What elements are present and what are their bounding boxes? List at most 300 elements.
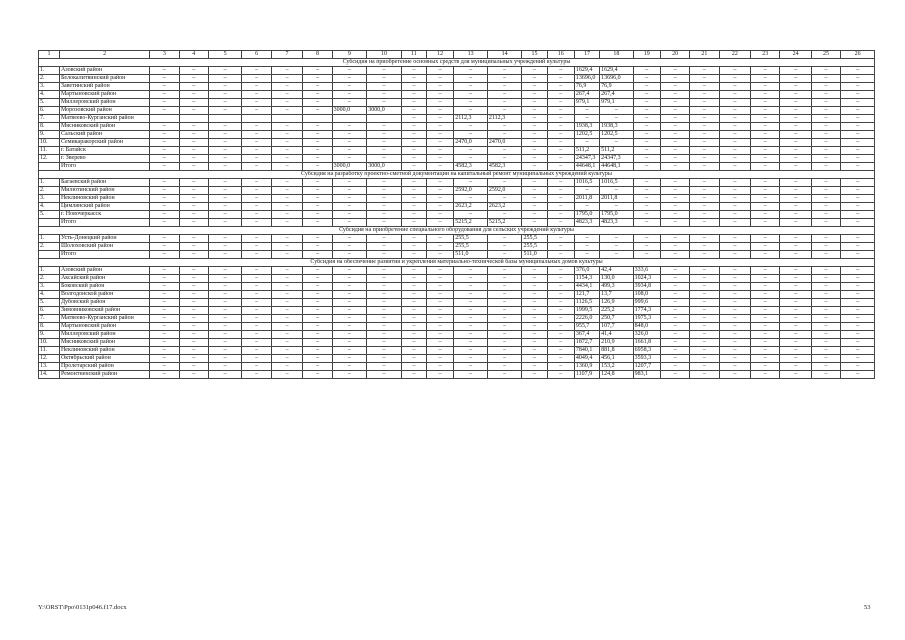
value-cell: 7840,1: [574, 347, 599, 355]
empty-cell: –: [150, 219, 179, 227]
section-title: Субсидия на обеспечение развития и укрепления материально-технической базы муниципальных домов культуры: [39, 259, 875, 267]
empty-cell: –: [547, 187, 574, 195]
empty-cell: –: [522, 307, 547, 315]
empty-cell: –: [332, 299, 367, 307]
empty-cell: –: [303, 179, 332, 187]
district-name: Боковский район: [59, 283, 149, 291]
empty-cell: –: [690, 99, 719, 107]
value-cell: 1202,5: [574, 131, 599, 139]
empty-cell: –: [811, 187, 840, 195]
empty-cell: –: [633, 155, 660, 163]
value-cell: 983,1: [633, 371, 660, 379]
row-number: 4.: [39, 291, 60, 299]
empty-cell: –: [208, 323, 242, 331]
empty-cell: –: [208, 251, 242, 259]
empty-cell: –: [242, 195, 271, 203]
column-number-cell: 4: [179, 51, 208, 59]
empty-cell: –: [454, 123, 488, 131]
empty-cell: –: [367, 243, 402, 251]
empty-cell: –: [522, 83, 547, 91]
empty-cell: –: [841, 363, 875, 371]
value-cell: 1016,5: [600, 179, 634, 187]
empty-cell: –: [841, 203, 875, 211]
empty-cell: –: [208, 107, 242, 115]
district-name: г. Новочеркасск: [59, 211, 149, 219]
empty-cell: –: [690, 83, 719, 91]
empty-cell: –: [427, 355, 454, 363]
row-number: 7.: [39, 115, 60, 123]
empty-cell: –: [454, 275, 488, 283]
table-row: [39, 67, 875, 75]
empty-cell: –: [303, 67, 332, 75]
empty-cell: –: [454, 371, 488, 379]
empty-cell: –: [303, 339, 332, 347]
empty-cell: –: [427, 155, 454, 163]
empty-cell: –: [427, 139, 454, 147]
empty-cell: –: [522, 203, 547, 211]
empty-cell: –: [454, 147, 488, 155]
empty-cell: –: [427, 67, 454, 75]
empty-cell: –: [179, 235, 208, 243]
empty-cell: –: [427, 291, 454, 299]
row-number: 9.: [39, 131, 60, 139]
empty-cell: –: [332, 203, 367, 211]
empty-cell: –: [150, 91, 179, 99]
empty-cell: –: [780, 355, 811, 363]
column-number-cell: 12: [427, 51, 454, 59]
empty-cell: –: [242, 339, 271, 347]
empty-cell: –: [690, 91, 719, 99]
empty-cell: –: [208, 75, 242, 83]
empty-cell: –: [427, 163, 454, 171]
empty-cell: –: [841, 195, 875, 203]
table-row: [39, 275, 875, 283]
column-number-cell: 19: [633, 51, 660, 59]
empty-cell: –: [487, 67, 522, 75]
empty-cell: –: [633, 179, 660, 187]
empty-cell: –: [401, 219, 426, 227]
table-row: [39, 155, 875, 163]
row-number: [39, 163, 60, 171]
column-number-cell: 11: [401, 51, 426, 59]
empty-cell: –: [401, 315, 426, 323]
empty-cell: –: [780, 67, 811, 75]
empty-cell: –: [179, 371, 208, 379]
empty-cell: –: [751, 299, 780, 307]
empty-cell: –: [179, 83, 208, 91]
empty-cell: –: [271, 251, 302, 259]
empty-cell: –: [780, 267, 811, 275]
empty-cell: –: [633, 243, 660, 251]
empty-cell: –: [600, 139, 634, 147]
empty-cell: –: [150, 67, 179, 75]
empty-cell: –: [367, 83, 402, 91]
empty-cell: –: [271, 195, 302, 203]
empty-cell: –: [522, 339, 547, 347]
empty-cell: –: [208, 195, 242, 203]
empty-cell: –: [751, 107, 780, 115]
row-number: 10.: [39, 339, 60, 347]
empty-cell: –: [401, 195, 426, 203]
row-number: 8.: [39, 123, 60, 131]
empty-cell: –: [547, 67, 574, 75]
empty-cell: –: [719, 211, 750, 219]
district-name: Мясниковский район: [59, 123, 149, 131]
empty-cell: –: [522, 123, 547, 131]
empty-cell: [150, 115, 179, 123]
empty-cell: –: [271, 147, 302, 155]
empty-cell: –: [242, 347, 271, 355]
value-cell: 4049,4: [574, 355, 599, 363]
value-cell: 6958,3: [633, 347, 660, 355]
empty-cell: –: [454, 363, 488, 371]
empty-cell: –: [150, 187, 179, 195]
empty-cell: –: [401, 147, 426, 155]
empty-cell: –: [454, 355, 488, 363]
empty-cell: –: [401, 107, 426, 115]
empty-cell: –: [841, 163, 875, 171]
empty-cell: –: [719, 355, 750, 363]
empty-cell: –: [367, 211, 402, 219]
empty-cell: –: [841, 267, 875, 275]
empty-cell: –: [522, 115, 547, 123]
empty-cell: –: [522, 371, 547, 379]
empty-cell: –: [841, 99, 875, 107]
table-row: [39, 299, 875, 307]
value-cell: 4582,3: [487, 163, 522, 171]
value-cell: 2112,3: [454, 115, 488, 123]
section-title: Субсидия на приобретение основных средств для муниципальных учреждений культуры: [39, 59, 875, 67]
empty-cell: –: [487, 99, 522, 107]
empty-cell: –: [719, 163, 750, 171]
empty-cell: –: [179, 91, 208, 99]
empty-cell: –: [719, 203, 750, 211]
empty-cell: –: [427, 323, 454, 331]
empty-cell: –: [780, 315, 811, 323]
value-cell: 1107,9: [574, 371, 599, 379]
empty-cell: –: [271, 131, 302, 139]
empty-cell: –: [811, 203, 840, 211]
empty-cell: –: [303, 147, 332, 155]
empty-cell: –: [150, 107, 179, 115]
empty-cell: –: [367, 267, 402, 275]
empty-cell: –: [719, 219, 750, 227]
row-number: 6.: [39, 107, 60, 115]
empty-cell: –: [271, 187, 302, 195]
empty-cell: –: [751, 91, 780, 99]
empty-cell: –: [303, 363, 332, 371]
empty-cell: –: [522, 91, 547, 99]
value-cell: 1024,3: [633, 275, 660, 283]
district-name: Мартыновский район: [59, 323, 149, 331]
district-name: Белокалитвинский район: [59, 75, 149, 83]
empty-cell: –: [633, 219, 660, 227]
empty-cell: –: [487, 355, 522, 363]
empty-cell: –: [780, 75, 811, 83]
empty-cell: –: [522, 211, 547, 219]
empty-cell: –: [401, 275, 426, 283]
empty-cell: –: [303, 91, 332, 99]
value-cell: 367,4: [574, 331, 599, 339]
empty-cell: –: [487, 123, 522, 131]
row-number: 2.: [39, 75, 60, 83]
empty-cell: –: [487, 315, 522, 323]
row-number: 12.: [39, 155, 60, 163]
empty-cell: –: [401, 75, 426, 83]
district-name: Морозовский район: [59, 107, 149, 115]
row-number: 10.: [39, 139, 60, 147]
empty-cell: –: [271, 155, 302, 163]
empty-cell: –: [780, 139, 811, 147]
empty-cell: –: [179, 195, 208, 203]
value-cell: 255,5: [454, 243, 488, 251]
district-name: Неклиновский район: [59, 347, 149, 355]
empty-cell: –: [367, 291, 402, 299]
empty-cell: –: [719, 131, 750, 139]
table-row: [39, 347, 875, 355]
district-name: Усть-Донецкий район: [59, 235, 149, 243]
column-number-cell: 2: [59, 51, 149, 59]
empty-cell: –: [719, 299, 750, 307]
value-cell: 2623,2: [487, 203, 522, 211]
empty-cell: –: [811, 275, 840, 283]
empty-cell: –: [660, 347, 689, 355]
empty-cell: –: [522, 163, 547, 171]
value-cell: 1154,3: [574, 275, 599, 283]
empty-cell: –: [660, 195, 689, 203]
table-row: [39, 211, 875, 219]
empty-cell: –: [690, 371, 719, 379]
empty-cell: –: [454, 155, 488, 163]
empty-cell: –: [367, 195, 402, 203]
empty-cell: –: [660, 179, 689, 187]
empty-cell: –: [780, 219, 811, 227]
empty-cell: –: [367, 363, 402, 371]
empty-cell: –: [547, 99, 574, 107]
empty-cell: –: [150, 179, 179, 187]
empty-cell: –: [633, 99, 660, 107]
empty-cell: –: [150, 123, 179, 131]
value-cell: 2592,0: [487, 187, 522, 195]
empty-cell: –: [303, 155, 332, 163]
empty-cell: –: [401, 347, 426, 355]
value-cell: 1126,5: [574, 299, 599, 307]
empty-cell: –: [427, 91, 454, 99]
empty-cell: –: [271, 315, 302, 323]
empty-cell: –: [841, 275, 875, 283]
empty-cell: –: [690, 211, 719, 219]
empty-cell: –: [242, 219, 271, 227]
empty-cell: –: [487, 267, 522, 275]
empty-cell: –: [427, 179, 454, 187]
district-name: Милютинский район: [59, 187, 149, 195]
empty-cell: [271, 115, 302, 123]
empty-cell: –: [401, 131, 426, 139]
district-name: Сальский район: [59, 131, 149, 139]
empty-cell: –: [271, 107, 302, 115]
empty-cell: –: [367, 235, 402, 243]
value-cell: 1629,4: [574, 67, 599, 75]
empty-cell: –: [242, 235, 271, 243]
empty-cell: –: [208, 371, 242, 379]
row-number: 1.: [39, 267, 60, 275]
value-cell: 108,0: [633, 291, 660, 299]
table-row: [39, 83, 875, 91]
empty-cell: –: [751, 83, 780, 91]
district-name: Азовский район: [59, 67, 149, 75]
empty-cell: –: [811, 307, 840, 315]
district-name: Заветинский район: [59, 83, 149, 91]
empty-cell: –: [208, 179, 242, 187]
empty-cell: –: [811, 235, 840, 243]
empty-cell: –: [574, 235, 599, 243]
empty-cell: –: [690, 75, 719, 83]
empty-cell: –: [751, 307, 780, 315]
empty-cell: –: [303, 331, 332, 339]
empty-cell: –: [719, 75, 750, 83]
value-cell: 76,9: [574, 83, 599, 91]
empty-cell: –: [547, 291, 574, 299]
empty-cell: –: [660, 299, 689, 307]
empty-cell: –: [427, 307, 454, 315]
empty-cell: –: [179, 315, 208, 323]
empty-cell: –: [208, 331, 242, 339]
empty-cell: –: [522, 131, 547, 139]
empty-cell: –: [401, 163, 426, 171]
value-cell: 2470,0: [487, 139, 522, 147]
row-number: 4.: [39, 203, 60, 211]
empty-cell: –: [487, 147, 522, 155]
empty-cell: –: [690, 115, 719, 123]
empty-cell: –: [633, 163, 660, 171]
empty-cell: –: [719, 267, 750, 275]
value-cell: 1202,5: [600, 131, 634, 139]
empty-cell: –: [303, 187, 332, 195]
district-name: Неклиновский район: [59, 195, 149, 203]
empty-cell: –: [242, 243, 271, 251]
empty-cell: –: [332, 323, 367, 331]
empty-cell: –: [332, 187, 367, 195]
value-cell: 979,1: [574, 99, 599, 107]
empty-cell: –: [690, 139, 719, 147]
empty-cell: –: [780, 307, 811, 315]
section-title-row: [39, 227, 875, 235]
empty-cell: –: [242, 307, 271, 315]
district-name: Зимовниковский район: [59, 307, 149, 315]
district-name: Миллеровский район: [59, 99, 149, 107]
empty-cell: –: [719, 187, 750, 195]
empty-cell: –: [547, 75, 574, 83]
empty-cell: –: [303, 139, 332, 147]
empty-cell: –: [271, 83, 302, 91]
empty-cell: –: [690, 219, 719, 227]
row-number: 2.: [39, 187, 60, 195]
empty-cell: –: [332, 147, 367, 155]
empty-cell: –: [719, 195, 750, 203]
value-cell: 2470,0: [454, 139, 488, 147]
value-cell: 2623,2: [454, 203, 488, 211]
empty-cell: –: [401, 123, 426, 131]
district-name: Цимлянский район: [59, 203, 149, 211]
empty-cell: –: [427, 315, 454, 323]
empty-cell: –: [522, 331, 547, 339]
empty-cell: –: [487, 211, 522, 219]
empty-cell: –: [690, 323, 719, 331]
empty-cell: –: [208, 355, 242, 363]
empty-cell: –: [751, 195, 780, 203]
empty-cell: –: [332, 347, 367, 355]
empty-cell: –: [332, 195, 367, 203]
empty-cell: –: [208, 339, 242, 347]
empty-cell: –: [427, 283, 454, 291]
empty-cell: –: [242, 107, 271, 115]
value-cell: 4434,1: [574, 283, 599, 291]
empty-cell: –: [271, 339, 302, 347]
empty-cell: –: [454, 107, 488, 115]
empty-cell: –: [719, 251, 750, 259]
empty-cell: –: [427, 275, 454, 283]
empty-cell: –: [242, 131, 271, 139]
empty-cell: –: [332, 67, 367, 75]
empty-cell: –: [179, 147, 208, 155]
empty-cell: –: [242, 187, 271, 195]
empty-cell: –: [179, 163, 208, 171]
empty-cell: –: [367, 283, 402, 291]
empty-cell: –: [208, 363, 242, 371]
empty-cell: –: [367, 139, 402, 147]
empty-cell: –: [751, 331, 780, 339]
empty-cell: –: [179, 203, 208, 211]
empty-cell: –: [242, 291, 271, 299]
column-number-cell: 16: [547, 51, 574, 59]
empty-cell: –: [841, 307, 875, 315]
empty-cell: –: [208, 315, 242, 323]
empty-cell: –: [271, 331, 302, 339]
empty-cell: –: [547, 267, 574, 275]
total-row: [39, 163, 875, 171]
empty-cell: –: [633, 115, 660, 123]
row-number: 9.: [39, 331, 60, 339]
empty-cell: –: [454, 315, 488, 323]
empty-cell: –: [487, 235, 522, 243]
empty-cell: –: [427, 187, 454, 195]
empty-cell: –: [547, 315, 574, 323]
empty-cell: –: [811, 99, 840, 107]
column-number-cell: 8: [303, 51, 332, 59]
empty-cell: –: [427, 211, 454, 219]
empty-cell: –: [271, 99, 302, 107]
section-title-row: [39, 171, 875, 179]
empty-cell: –: [332, 251, 367, 259]
empty-cell: –: [401, 115, 426, 123]
empty-cell: –: [208, 307, 242, 315]
empty-cell: –: [179, 275, 208, 283]
table-row: [39, 91, 875, 99]
empty-cell: –: [150, 347, 179, 355]
empty-cell: –: [841, 107, 875, 115]
empty-cell: –: [690, 195, 719, 203]
empty-cell: –: [751, 139, 780, 147]
empty-cell: –: [660, 235, 689, 243]
empty-cell: –: [401, 283, 426, 291]
empty-cell: –: [811, 179, 840, 187]
table-row: [39, 195, 875, 203]
empty-cell: –: [719, 235, 750, 243]
empty-cell: –: [487, 275, 522, 283]
district-name: Аксайский район: [59, 275, 149, 283]
empty-cell: –: [522, 323, 547, 331]
empty-cell: –: [401, 243, 426, 251]
